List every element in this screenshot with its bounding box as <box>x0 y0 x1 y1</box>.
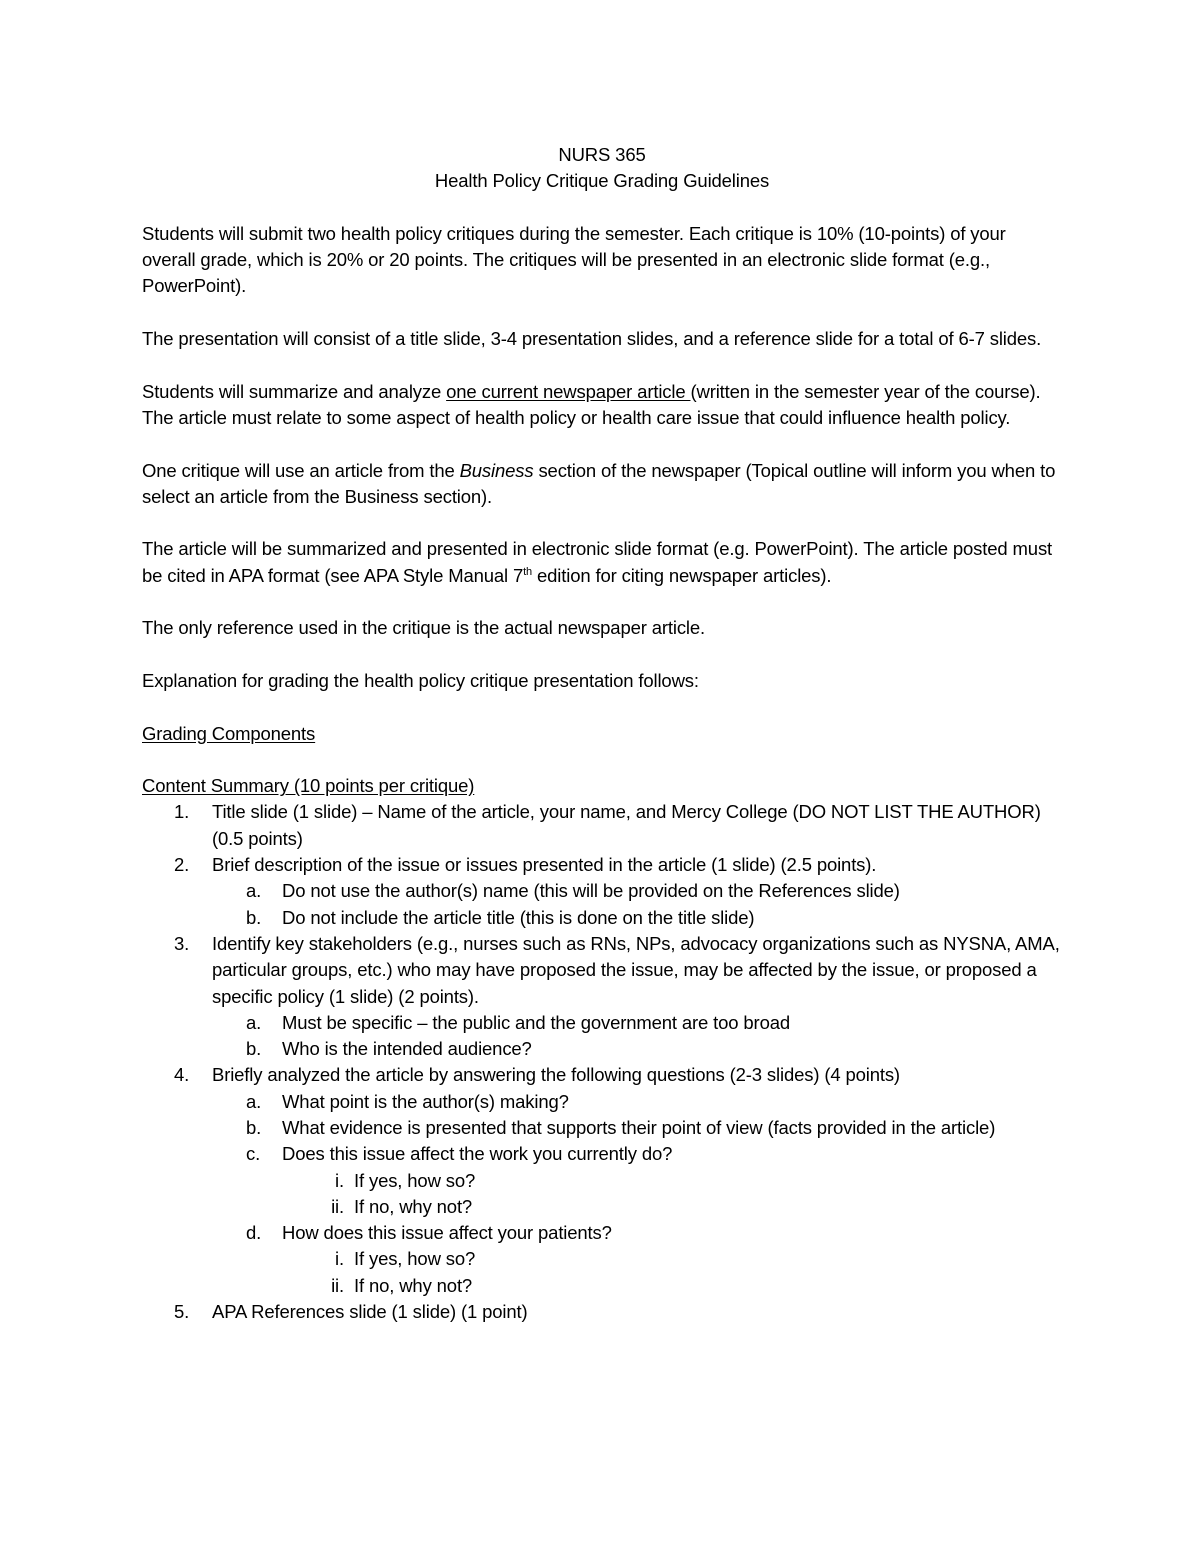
paragraph-apa-text-cont: edition for citing newspaper articles). <box>532 564 832 586</box>
sub-sub-list-marker: ii. <box>331 1195 344 1217</box>
list-item-text: Identify key stakeholders (e.g., nurses such as RNs, NPs, advocacy organizations such as NYSNA, AMA, particular groups, etc.) who may have proposed the issue, may be affected by the issue, or proposed a specific policy (1 slide) (2 points). <box>212 932 1060 1007</box>
sub-sub-list-marker: ii. <box>331 1274 344 1296</box>
list-item <box>142 1062 1062 1299</box>
sub-list-marker: a. <box>246 1011 262 1033</box>
sub-sub-list <box>282 1168 1062 1221</box>
paragraph-explanation: Explanation for grading the health policy critique presentation follows: <box>142 669 699 691</box>
document-body <box>142 142 1062 1325</box>
sub-sub-list <box>282 1246 1062 1299</box>
sub-list-item-text: Who is the intended audience? <box>282 1038 532 1060</box>
sub-list-marker: b. <box>246 1038 262 1060</box>
list-marker: 2. <box>174 854 190 876</box>
sub-sub-list-item-text: If yes, how so? <box>354 1248 476 1270</box>
list-item-text: Brief description of the issue or issues presented in the article (1 slide) (2.5 points). <box>212 854 877 876</box>
course-code: NURS 365 <box>558 144 646 165</box>
sub-list <box>212 1089 1062 1299</box>
list-item-text: Briefly analyzed the article by answering the following questions (2-3 slides) (4 points) <box>212 1064 900 1086</box>
sub-list-item <box>212 1141 1062 1220</box>
sub-list <box>212 1010 1062 1063</box>
paragraph-reference: The only reference used in the critique is the actual newspaper article. <box>142 617 706 639</box>
sub-list-item <box>212 1010 1062 1036</box>
list-item-text: Title slide (1 slide) – Name of the article, your name, and Mercy College (DO NOT LIST THE AUTHOR) (0.5 points) <box>212 801 1041 849</box>
paragraph-article-text: Students will summarize and analyze <box>142 380 447 402</box>
grading-heading <box>142 721 1062 747</box>
list-marker: 4. <box>174 1064 190 1086</box>
italic-business: Business <box>459 459 534 481</box>
sub-list-marker: a. <box>246 880 262 902</box>
grading-heading-text: Grading Components <box>142 722 316 744</box>
list-marker: 5. <box>174 1301 190 1323</box>
list-item <box>142 931 1062 1062</box>
list-item <box>142 852 1062 931</box>
list-marker: 3. <box>174 932 190 954</box>
sub-list-item <box>212 905 1062 931</box>
sub-sub-list-marker: i. <box>335 1248 344 1270</box>
sub-list-item-text: Does this issue affect the work you currently do? <box>282 1143 673 1165</box>
sub-list <box>212 878 1062 931</box>
content-heading <box>142 773 1062 799</box>
sub-list-item-text: What evidence is presented that supports their point of view (facts provided in the article) <box>282 1116 996 1138</box>
paragraph-submission: Students will submit two health policy critiques during the semester. Each critique is 10% (10-points) of your overall grade, which is 20% or 20 points. The critiques will be presented in an electronic slide format (e.g., PowerPoint). <box>142 222 1006 297</box>
sub-list-marker: b. <box>246 906 262 928</box>
sub-list-item-text: What point is the author(s) making? <box>282 1090 569 1112</box>
paragraph-article-text-cont: (written in the semester year of the course). The article must relate to some aspect of health policy or health care issue that could influence health policy. <box>142 380 1041 428</box>
content-heading-text: Content Summary (10 points per critique) <box>142 775 475 797</box>
document-title: Health Policy Critique Grading Guidelines <box>434 170 770 192</box>
grading-list <box>142 799 1062 1325</box>
sub-list-marker: c. <box>246 1143 261 1165</box>
paragraph-business <box>142 458 1062 511</box>
list-item <box>142 1299 1062 1325</box>
sub-sub-list-item <box>282 1168 1062 1194</box>
sub-list-marker: d. <box>246 1222 262 1244</box>
paragraph-apa <box>142 536 1062 589</box>
sub-list-item <box>212 1036 1062 1062</box>
sub-list-item <box>212 1115 1062 1141</box>
superscript-th: th <box>523 565 533 578</box>
sub-list-item-text: Do not include the article title (this is done on the title slide) <box>282 906 755 928</box>
paragraph-business-text-cont: section of the newspaper (Topical outline will inform you when to select an article from the Business section). <box>142 459 1056 507</box>
sub-list-marker: b. <box>246 1116 262 1138</box>
sub-sub-list-item <box>282 1273 1062 1299</box>
paragraph-presentation: The presentation will consist of a title slide, 3-4 presentation slides, and a reference slide for a total of 6-7 slides. <box>142 328 1042 350</box>
sub-list-item <box>212 1220 1062 1299</box>
list-item-text: APA References slide (1 slide) (1 point) <box>212 1301 528 1323</box>
paragraph-apa-text: The article will be summarized and presented in electronic slide format (e.g. PowerPoint). The article posted must be cited in APA format (see APA Style Manual 7 <box>142 538 1053 586</box>
list-item <box>142 799 1062 852</box>
sub-list-item <box>212 878 1062 904</box>
paragraph-article <box>142 379 1062 432</box>
sub-list-item-text: Do not use the author(s) name (this will be provided on the References slide) <box>282 880 900 902</box>
underlined-phrase: one current newspaper article <box>446 380 691 402</box>
sub-sub-list-item <box>282 1194 1062 1220</box>
paragraph-business-text: One critique will use an article from the <box>142 459 460 481</box>
sub-list-item-text: Must be specific – the public and the government are too broad <box>282 1011 790 1033</box>
sub-list-item-text: How does this issue affect your patients? <box>282 1222 612 1244</box>
sub-sub-list-item <box>282 1246 1062 1272</box>
sub-list-marker: a. <box>246 1090 262 1112</box>
sub-sub-list-marker: i. <box>335 1169 344 1191</box>
list-marker: 1. <box>174 801 190 823</box>
sub-list-item <box>212 1089 1062 1115</box>
sub-sub-list-item-text: If no, why not? <box>354 1195 473 1217</box>
sub-sub-list-item-text: If no, why not? <box>354 1274 473 1296</box>
sub-sub-list-item-text: If yes, how so? <box>354 1169 476 1191</box>
